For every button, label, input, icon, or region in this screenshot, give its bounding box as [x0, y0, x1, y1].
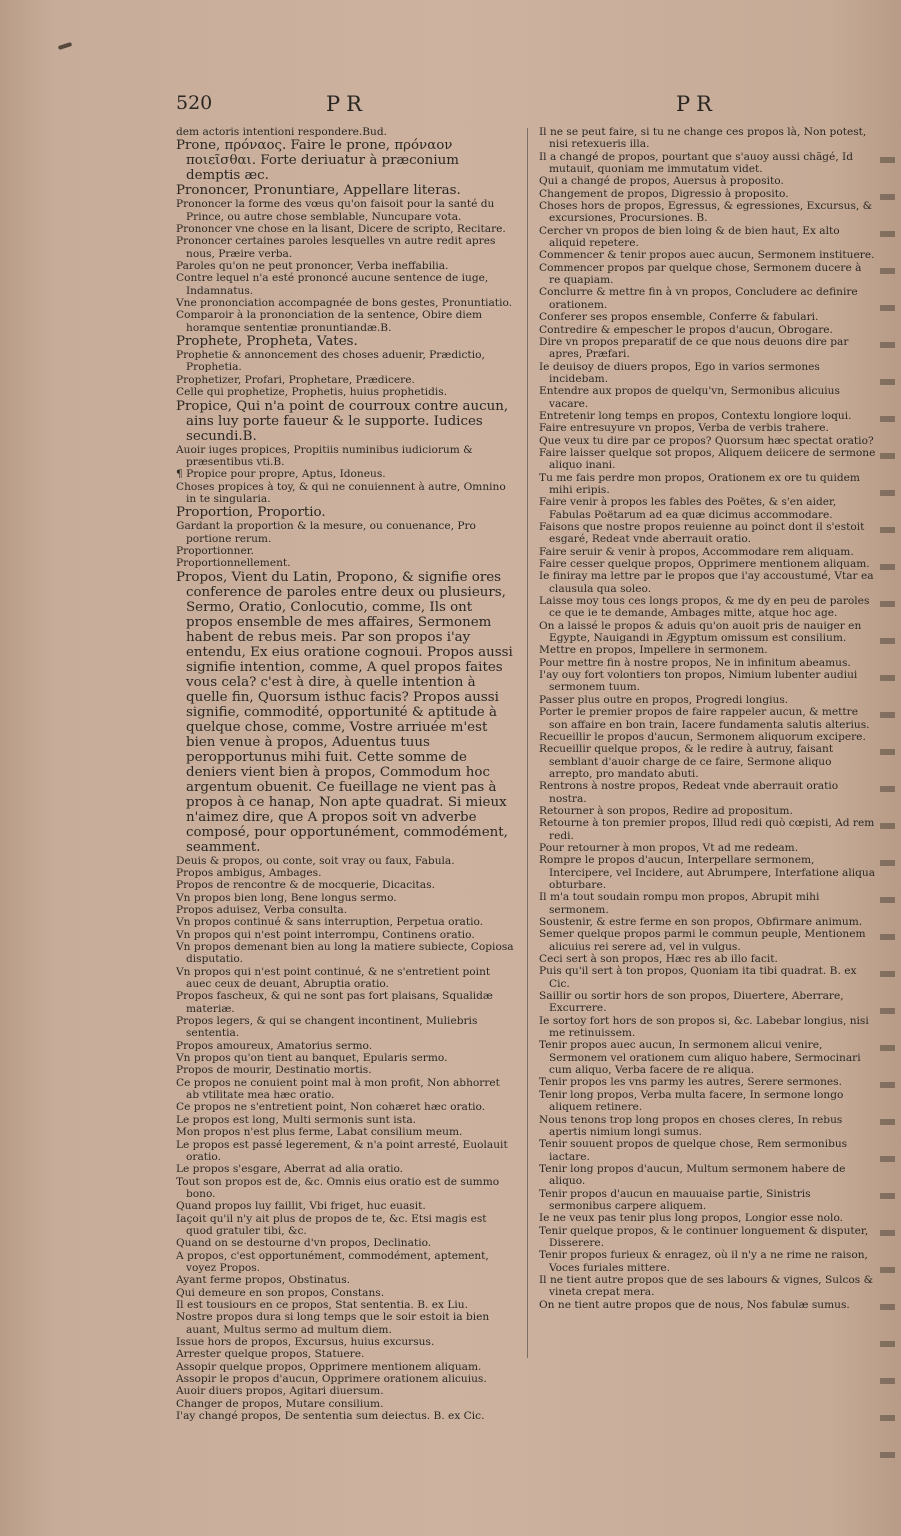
dictionary-entry: Le propos s'esgare, Aberrat ad alia oratio.	[176, 1163, 404, 1176]
dictionary-entry: Propos ambigus, Ambages.	[176, 866, 322, 879]
dictionary-entry: Ie deuisoy de diuers propos, Ego in varios sermones incidebam.	[539, 360, 820, 385]
dictionary-entry: A propos, c'est opportunément, commodément, aptement, voyez Propos.	[176, 1249, 489, 1274]
dictionary-entry: Faire venir à propos les fables des Poëtes, & s'en aider, Fabulas Poëtarum ad ea quæ dicimus accommodare.	[539, 496, 837, 521]
dictionary-entry: Choses propices à toy, & qui ne conuiennent à autre, Omnino in te singularia.	[176, 480, 506, 505]
dictionary-entry: Quand on se destourne d'vn propos, Declinatio.	[176, 1237, 432, 1250]
dictionary-entry: Vne prononciation accompagnée de bons gestes, Pronuntiatio.	[176, 297, 513, 310]
dictionary-entry: Propos de rencontre & de mocquerie, Dicacitas.	[176, 879, 435, 892]
dictionary-entry: Quand propos luy faillit, Vbi friget, huc euasit.	[176, 1200, 426, 1213]
dictionary-entry: Proportion, Proportio.	[176, 505, 326, 521]
dictionary-entry: Tenir propos les vns parmy les autres, Serere sermones.	[539, 1076, 842, 1089]
dictionary-entry: Tenir long propos d'aucun, Multum sermonem habere de aliquo.	[539, 1162, 846, 1188]
dictionary-entry: Prone, πρόναος. Faire le prone, πρόναον ποιεῖσθαι. Forte deriuatur à præconium demptis æc.	[176, 138, 459, 184]
dictionary-entry: Prophetizer, Profari, Prophetare, Prædicere.	[176, 373, 415, 386]
dictionary-entry: Entendre aux propos de quelqu'vn, Sermonibus alicuius vacare.	[539, 385, 840, 410]
dictionary-entry: Porter le premier propos de faire rappeler aucun, & mettre son affaire en bon train, Iacere fundamenta salutis alterius.	[539, 706, 870, 731]
column-divider	[527, 128, 528, 1358]
dictionary-entry: Proportionner.	[176, 544, 254, 557]
dictionary-entry: Passer plus outre en propos, Progredi longius.	[539, 693, 789, 706]
dictionary-entry: Contre lequel n'a esté prononcé aucune sentence de iuge, Indamnatus.	[176, 272, 489, 297]
dictionary-entry: Cercher vn propos de bien loing & de bien haut, Ex alto aliquid repetere.	[539, 224, 840, 250]
dictionary-entry: Faire cesser quelque propos, Opprimere mentionem aliquam.	[539, 558, 870, 571]
dictionary-entry: Vn propos continué & sans interruption, Perpetua oratio.	[176, 916, 484, 929]
dictionary-entry: Ce propos ne conuient point mal à mon profit, Non abhorret ab vtilitate mea hæc oratio.	[176, 1076, 500, 1102]
dictionary-entry: Faire seruir & venir à propos, Accommodare rem aliquam.	[539, 545, 854, 558]
dictionary-entry: Vn propos bien long, Bene longus sermo.	[176, 891, 397, 904]
dictionary-entry: Tenir quelque propos, & le continuer longuement & disputer, Disserere.	[539, 1224, 869, 1249]
dictionary-entry: Ie ne veux pas tenir plus long propos, Longior esse nolo.	[539, 1212, 844, 1225]
dictionary-entry: Propos aduisez, Verba consulta.	[176, 903, 348, 916]
dictionary-entry: Pour mettre fin à nostre propos, Ne in infinitum abeamus.	[539, 656, 851, 669]
dictionary-entry: I'ay ouy fort volontiers ton propos, Nimium lubenter audiui sermonem tuum.	[539, 669, 858, 694]
dictionary-entry: Prophete, Propheta, Vates.	[176, 334, 358, 350]
dictionary-entry: Prononcer vne chose en la lisant, Dicere de scripto, Recitare.	[176, 223, 506, 236]
dictionary-entry: Tenir propos auec aucun, In sermonem alicui venire, Sermonem vel orationem cum aliquo habere, Sermocinari cum aliquo, Verba facere de re aliqua.	[539, 1039, 861, 1077]
left-column	[176, 126, 516, 1422]
dictionary-entry: Changement de propos, Digressio à proposito.	[539, 187, 789, 200]
running-header	[0, 92, 901, 122]
dictionary-entry: Celle qui prophetize, Prophetis, huius prophetidis.	[176, 386, 448, 399]
dictionary-entry: Le propos est passé legerement, & n'a point arresté, Euolauit oratio.	[176, 1138, 508, 1163]
dictionary-entry: Laisse moy tous ces longs propos, & me dy en peu de paroles ce que ie te demande, Ambages mitte, atque hoc age.	[539, 595, 870, 620]
dictionary-entry: Issue hors de propos, Excursus, huius excursus.	[176, 1336, 435, 1348]
dictionary-entry: Dire vn propos preparatif de ce que nous deuons dire par apres, Præfari.	[539, 335, 849, 361]
dictionary-entry: Conferer ses propos ensemble, Conferre & fabulari.	[539, 311, 819, 324]
dictionary-entry: Vn propos demenant bien au long la matiere subiecte, Copiosa disputatio.	[176, 941, 514, 966]
dictionary-entry: Il ne se peut faire, si tu ne change ces propos là, Non potest, nisi retexueris illa.	[539, 126, 867, 151]
dictionary-entry: Contredire & empescher le propos d'aucun, Obrogare.	[539, 323, 833, 336]
dictionary-entry: I'ay changé propos, De sententia sum deiectus. B. ex Cic.	[176, 1410, 485, 1423]
dictionary-entry: Nostre propos dura si long temps que le soir estoit ia bien auant, Multus sermo ad multum diem.	[176, 1311, 490, 1336]
dictionary-entry: Propos fascheux, & qui ne sont pas fort plaisans, Squalidæ materiæ.	[176, 990, 493, 1015]
dictionary-entry: Propos, Vient du Latin, Propono, & signifie ores conference de paroles entre deux ou plusieurs, Sermo, Oratio, Conlocutio, comme, Ils ont propos ensemble de mes affaires, Sermonem habent de rebus meis. Par son propos i'ay entendu, Ex eius oratione cognoui. Propos aussi signifie intention, comme, A quel propos faites vous cela? c'est à dire, à quelle intention à quelle fin, Quorsum isthuc facis? Propos aussi signifie, commodité, opportunité & aptitude à quelque chose, comme, Vostre arriuée m'est bien venue à propos, Aduentus tuus peropportunus mihi fuit. Cette somme de deniers vient bien à propos, Commodum hoc argentum obuenit. Ce fueillage ne vient pas à propos à ce hanap, Non apte quadrat. Si mieux n'aimez dire, que A propos soit vn adverbe composé, pour opportunément, commodément, seamment.	[176, 569, 513, 855]
bleed-through-edge	[878, 126, 901, 1376]
dictionary-entry: Il ne tient autre propos que de ses labours & vignes, Sulcos & vineta crepat mera.	[539, 1273, 873, 1299]
dictionary-entry: Propos amoureux, Amatorius sermo.	[176, 1039, 373, 1052]
right-column	[539, 126, 876, 1311]
dictionary-entry: ¶ Propice pour propre, Aptus, Idoneus.	[176, 468, 386, 481]
dictionary-entry: Semer quelque propos parmi le commun peuple, Mentionem alicuius rei serere ad, vel in vulgus.	[539, 928, 866, 953]
dictionary-entry: Propice, Qui n'a point de courroux contre aucun, ains luy porte faueur & le supporte. Iudices secundi.B.	[176, 398, 509, 444]
dictionary-entry: On a laissé le propos & aduis qu'on auoit pris de nauiger en Egypte, Nauigandi in Ægyptum omissum est consilium.	[539, 619, 862, 645]
dictionary-entry: Proportionnellement.	[176, 557, 291, 570]
dictionary-entry: Assopir le propos d'aucun, Opprimere orationem alicuius.	[176, 1373, 487, 1386]
dictionary-entry: Qui demeure en son propos, Constans.	[176, 1286, 385, 1299]
dictionary-entry: Rentrons à nostre propos, Redeat vnde aberrauit oratio nostra.	[539, 780, 839, 805]
dictionary-entry: Vn propos qui n'est point continué, & ne s'entretient point auec ceux de deuant, Abruptia oratio.	[176, 965, 491, 991]
dictionary-entry: Prophetie & annoncement des choses aduenir, Prædictio, Prophetia.	[176, 349, 485, 374]
dictionary-entry: Commencer propos par quelque chose, Sermonem ducere à re quapiam.	[539, 261, 862, 287]
dictionary-entry: Recueillir le propos d'aucun, Sermonem aliquorum excipere.	[539, 730, 866, 743]
dictionary-entry: Entretenir long temps en propos, Contextu longiore loqui.	[539, 409, 852, 422]
dictionary-entry: Faire entresuyure vn propos, Verba de verbis trahere.	[539, 422, 829, 435]
dictionary-entry: Gardant la proportion & la mesure, ou conuenance, Pro portione rerum.	[176, 520, 476, 545]
dictionary-entry: Puis qu'il sert à ton propos, Quoniam ita tibi quadrat. B. ex Cic.	[539, 965, 857, 990]
dictionary-entry: Tenir long propos, Verba multa facere, In sermone longo aliquem retinere.	[539, 1088, 844, 1114]
dictionary-entry: Ayant ferme propos, Obstinatus.	[176, 1274, 351, 1287]
dictionary-entry: Faire laisser quelque sot propos, Aliquem deiicere de sermone aliquo inani.	[539, 446, 876, 472]
dictionary-entry: Prononcer, Pronuntiare, Appellare literas.	[176, 183, 461, 199]
page-number: 520	[176, 92, 213, 114]
dictionary-entry: Retourner à son propos, Redire ad propositum.	[539, 804, 793, 817]
dictionary-entry: Ie sortoy fort hors de son propos si, &c. Labebar longius, nisi me retinuissem.	[539, 1014, 869, 1040]
dictionary-entry: Arrester quelque propos, Statuere.	[176, 1348, 365, 1361]
dictionary-entry: Mon propos n'est plus ferme, Labat consilium meum.	[176, 1126, 463, 1139]
dictionary-entry: Vn propos qui n'est point interrompu, Continens oratio.	[176, 928, 475, 941]
dictionary-entry: Ce propos ne s'entretient point, Non cohæret hæc oratio.	[176, 1101, 486, 1114]
dictionary-entry: On ne tient autre propos que de nous, Nos fabulæ sumus.	[539, 1298, 850, 1311]
dictionary-entry: Qui a changé de propos, Auersus à proposito.	[539, 175, 784, 188]
dictionary-entry: Rompre le propos d'aucun, Interpellare sermonem, Intercipere, vel Incidere, aut Abrumpere, Interfatione aliqua obturbare.	[539, 854, 876, 891]
dictionary-entry: Il a changé de propos, pourtant que s'auoy aussi chãgé, Id mutauit, quoniam me immutatum videt.	[539, 150, 854, 176]
dictionary-entry: Faisons que nostre propos reuienne au poinct dont il s'estoit esgaré, Redeat vnde aberrauit oratio.	[539, 521, 865, 546]
dictionary-entry: Propos legers, & qui se changent incontinent, Muliebris sententia.	[176, 1015, 478, 1040]
dictionary-entry: Prononcer la forme des vœus qu'on faisoit pour la santé du Prince, ou autre chose semblable, Nuncupare vota.	[176, 198, 495, 223]
dictionary-entry: Deuis & propos, ou conte, soit vray ou faux, Fabula.	[176, 854, 455, 867]
dictionary-entry: Vn propos qu'on tient au banquet, Epularis sermo.	[176, 1052, 448, 1065]
dictionary-entry: Tenir propos furieux & enragez, où il n'y a ne rime ne raison, Voces furiales mittere.	[539, 1249, 868, 1274]
dictionary-entry: Prononcer certaines paroles lesquelles vn autre redit apres nous, Præire verba.	[176, 235, 496, 260]
header-right: PR	[676, 92, 718, 116]
dictionary-entry: Commencer & tenir propos auec aucun, Sermonem instituere.	[539, 249, 875, 262]
dictionary-entry: Tenir propos d'aucun en mauuaise partie, Sinistris sermonibus carpere aliquem.	[539, 1187, 811, 1212]
dictionary-entry: Propos de mourir, Destinatio mortis.	[176, 1064, 372, 1077]
dictionary-entry: dem actoris intentioni respondere.Bud.	[176, 126, 388, 138]
dictionary-entry: Il m'a tout soudain rompu mon propos, Abrupit mihi sermonem.	[539, 891, 820, 916]
dictionary-entry: Choses hors de propos, Egressus, & egressiones, Excursus, & excursiones, Procursiones. B.	[539, 200, 873, 225]
dictionary-entry: Comparoir à la prononciation de la sentence, Obire diem horamque sententiæ pronuntiandæ.B.	[176, 309, 483, 334]
dictionary-entry: Paroles qu'on ne peut prononcer, Verba ineffabilia.	[176, 260, 449, 273]
dictionary-entry: Que veux tu dire par ce propos? Quorsum hæc spectat oratio?	[539, 434, 874, 447]
dictionary-entry: Tenir souuent propos de quelque chose, Rem sermonibus iactare.	[539, 1138, 848, 1163]
dictionary-entry: Ie finiray ma lettre par le propos que i'ay accoustumé, Vtar ea clausula qua soleo.	[539, 570, 874, 595]
dictionary-entry: Iaçoit qu'il n'y ait plus de propos de te, &c. Etsi magis est quod gratuler tibi, &c.	[176, 1212, 487, 1237]
dictionary-entry: Mettre en propos, Impellere in sermonem.	[539, 644, 768, 657]
dictionary-entry: Saillir ou sortir hors de son propos, Diuertere, Aberrare, Excurrere.	[539, 990, 844, 1015]
dictionary-entry: Changer de propos, Mutare consilium.	[176, 1397, 384, 1410]
ink-mark	[58, 42, 73, 50]
dictionary-entry: Nous tenons trop long propos en choses cleres, In rebus apertis nimium longi sumus.	[539, 1113, 843, 1138]
header-left: PR	[326, 92, 368, 116]
dictionary-entry: Tout son propos est de, &c. Omnis eius oratio est de summo bono.	[176, 1175, 500, 1200]
dictionary-entry: Pour retourner à mon propos, Vt ad me redeam.	[539, 841, 799, 854]
dictionary-entry: Ceci sert à son propos, Hæc res ab illo facit.	[539, 953, 778, 966]
dictionary-entry: Soustenir, & estre ferme en son propos, Obfirmare animum.	[539, 916, 863, 928]
dictionary-entry: Recueillir quelque propos, & le redire à autruy, faisant semblant d'auoir charge de ce faire, Sermone aliquo arrepto, pro mandato abuti.	[539, 743, 834, 780]
dictionary-entry: Conclurre & mettre fin à vn propos, Concludere ac definire orationem.	[539, 286, 858, 311]
dictionary-entry: Le propos est long, Multi sermonis sunt ista.	[176, 1113, 417, 1126]
dictionary-entry: Auoir iuges propices, Propitiis numinibus iudiciorum & præsentibus vti.B.	[176, 443, 473, 468]
dictionary-entry: Il est tousiours en ce propos, Stat sententia. B. ex Liu.	[176, 1298, 468, 1311]
dictionary-entry: Assopir quelque propos, Opprimere mentionem aliquam.	[176, 1360, 482, 1373]
dictionary-entry: Auoir diuers propos, Agitari diuersum.	[176, 1385, 384, 1398]
dictionary-entry: Tu me fais perdre mon propos, Orationem ex ore tu quidem mihi eripis.	[539, 471, 860, 496]
dictionary-entry: Retourne à ton premier propos, Illud redi quò cœpisti, Ad rem redi.	[539, 817, 875, 842]
